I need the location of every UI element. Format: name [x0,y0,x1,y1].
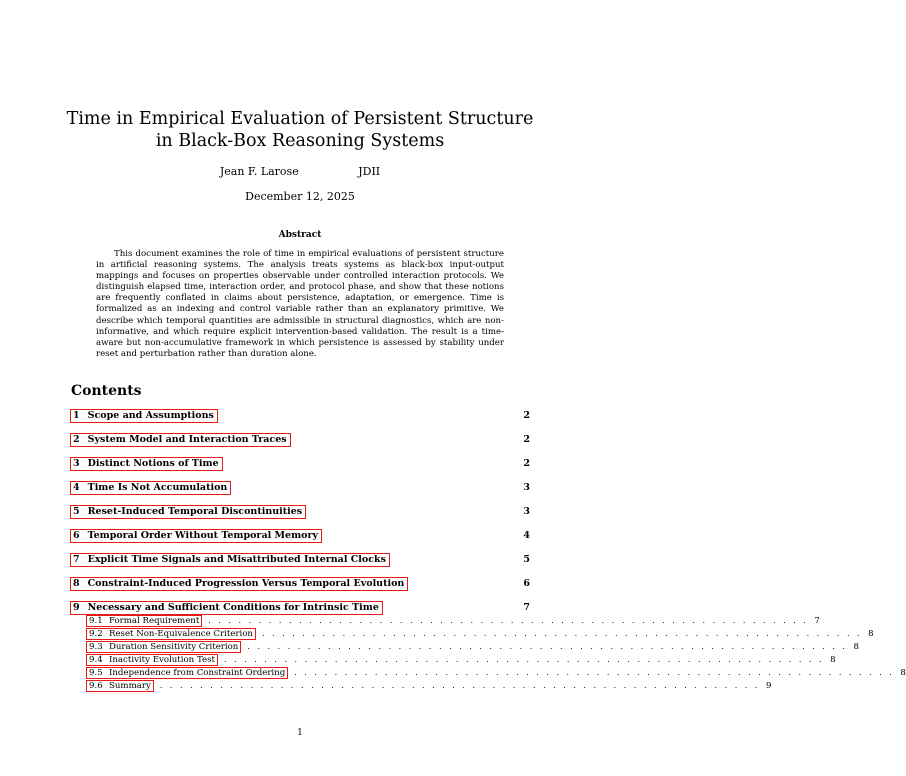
toc-subsection-link[interactable]: 9.1 Formal Requirement [86,615,202,627]
author-name: Jean F. Larose [219,165,299,178]
toc-section-5 [70,505,530,519]
author-affiliation: JDII [358,165,381,178]
toc-page-number: 2 [523,458,530,469]
toc-subsection-9-3 [86,641,859,653]
toc-page-number: 6 [523,578,530,589]
paper-title [0,108,600,152]
title-line-1: Time in Empirical Evaluation of Persistent Structure [66,109,534,129]
toc-section-6 [70,529,530,543]
toc-page-number: 8 [830,655,836,665]
toc-section-8 [70,577,530,591]
toc-page-number: 7 [814,616,820,626]
toc-page-number: 8 [868,629,874,639]
toc-section-link[interactable]: 3 Distinct Notions of Time [70,457,223,471]
toc-page-number: 8 [900,668,906,678]
toc-page-number: 3 [523,506,530,517]
toc-section-link[interactable]: 4 Time Is Not Accumulation [70,481,231,495]
toc-subsection-9-6 [86,680,772,692]
toc-section-link[interactable]: 7 Explicit Time Signals and Misattributed Internal Clocks [70,553,390,567]
toc-section-link[interactable]: 1 Scope and Assumptions [70,409,218,423]
toc-page-number: 5 [523,554,530,565]
toc-leader-dots: . . . . . . . . . . . . . . . . . . . . . . . . . . . . . . . . . . . . . . . . . . . . . . . . . . . . . . . . . . . . [208,616,809,625]
author-block [0,165,600,178]
toc-section-link[interactable]: 2 System Model and Interaction Traces [70,433,291,447]
toc-subsection-9-1 [86,615,820,627]
toc-section-1 [70,409,530,423]
toc-leader-dots: . . . . . . . . . . . . . . . . . . . . . . . . . . . . . . . . . . . . . . . . . . . . . . . . . . . . . . . . . . . . [261,629,863,638]
toc-section-3 [70,457,530,471]
page-number: 1 [297,728,303,738]
toc-subsection-link[interactable]: 9.4 Inactivity Evolution Test [86,654,218,666]
toc-subsection-link[interactable]: 9.2 Reset Non-Equivalence Criterion [86,628,256,640]
abstract-heading: Abstract [278,230,322,240]
toc-subsection-9-2 [86,628,874,640]
toc-subsection-9-5 [86,667,906,679]
toc-section-9 [70,601,530,615]
toc-page-number: 3 [523,482,530,493]
toc-page-number: 2 [523,410,530,421]
toc-subsection-link[interactable]: 9.5 Independence from Constraint Ordering [86,667,288,679]
toc-section-7 [70,553,530,567]
toc-section-4 [70,481,530,495]
toc-section-link[interactable]: 6 Temporal Order Without Temporal Memory [70,529,322,543]
toc-page-number: 4 [523,530,530,541]
toc-section-link[interactable]: 8 Constraint-Induced Progression Versus Temporal Evolution [70,577,408,591]
toc-leader-dots: . . . . . . . . . . . . . . . . . . . . . . . . . . . . . . . . . . . . . . . . . . . . . . . . . . . . . . . . . . . . [247,642,848,651]
toc-section-link[interactable]: 9 Necessary and Sufficient Conditions for Intrinsic Time [70,601,383,615]
toc-subsection-link[interactable]: 9.3 Duration Sensitivity Criterion [86,641,241,653]
toc-page-number: 9 [765,681,772,691]
toc-subsection-9-4 [86,654,836,666]
paper-date: December 12, 2025 [245,190,355,203]
toc-page-number: 7 [523,602,530,613]
toc-page-number: 8 [853,642,859,652]
toc-subsection-link[interactable]: 9.6 Summary [86,680,154,692]
contents-heading: Contents [71,383,142,399]
toc-page-number: 2 [523,434,530,445]
toc-section-link[interactable]: 5 Reset-Induced Temporal Discontinuities [70,505,306,519]
toc-leader-dots: . . . . . . . . . . . . . . . . . . . . . . . . . . . . . . . . . . . . . . . . . . . . . . . . . . . . . . . . . . . . [294,668,895,677]
abstract-text: This document examines the role of time in empirical evaluations of persistent structure in artificial reasoning systems. The analysis treats systems as black-box input-output mappings and focuses on properties observable under controlled interaction protocols. We distinguish elapsed time, interaction order, and protocol phase, and show that these notions are frequently conflated in claims about persistence, adaptation, or emergence. Time is formalized as an indexing and control variable rather than an explanatory primitive. We describe which temporal quantities are admissible in structural diagnostics, which are non-informative, and which require explicit intervention-based validation. The result is a time-aware but non-accumulative framework in which persistence is assessed by stability under reset and perturbation rather than duration alone. [96,249,504,359]
toc-section-2 [70,433,530,447]
toc-leader-dots: . . . . . . . . . . . . . . . . . . . . . . . . . . . . . . . . . . . . . . . . . . . . . . . . . . . . . . . . . . . . [159,681,760,690]
toc-leader-dots: . . . . . . . . . . . . . . . . . . . . . . . . . . . . . . . . . . . . . . . . . . . . . . . . . . . . . . . . . . . . [223,655,825,664]
title-line-2: in Black-Box Reasoning Systems [155,131,445,151]
